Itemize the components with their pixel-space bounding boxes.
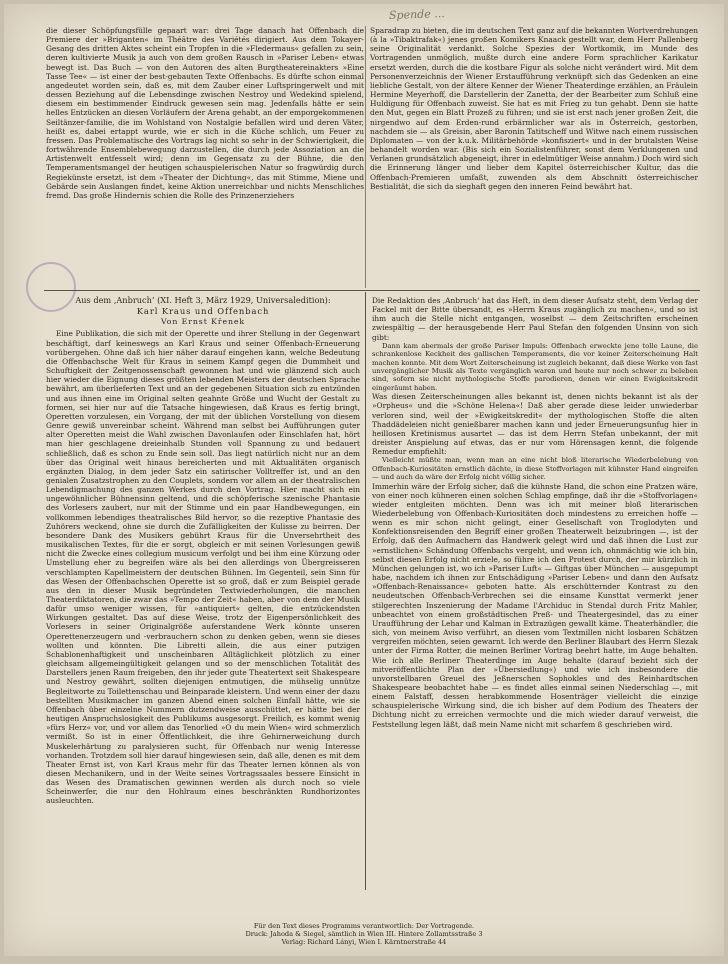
article-author: Von Ernst Křenek xyxy=(160,317,246,327)
quote-stefan-1: Dann kam abermals der große Pariser Impuls: Offenbach erweckte jene tolle Laune, die schrankenlose Keckheit des gallischen Temperaments, die vor keiner Zeiterscheinung Halt machen konnte. Mit dem Wort Zeiterscheinung ist zugleich bekannt, daß diese Werke von fast unvergänglicher Musik als Texte vergänglich waren und heute nur noch schwer zu beleben sind, sofern sie nicht mythologische Stoffe parodieren, denen wir einen Ewigkeitskredit eingeräumt haben. xyxy=(372,341,698,392)
imprint-line-publisher: Verlag: Richard Lányi, Wien I. Kärntnerstraße 44 xyxy=(281,938,447,946)
article-title: Karl Kraus und Offenbach xyxy=(136,306,270,317)
response-column xyxy=(372,296,698,729)
article-body: Eine Publikation, die sich mit der Operette und ihrer Stellung in der Gegenwart beschäftigt, darf keineswegs an Karl Kraus und seiner Offenbach-Erneuerung vorübergehen. Ohne daß ich hier näher darauf eingehen kann, welche Bedeutung die Offenbachsche Welt für Kraus in seinem Kampf gegen die Dummheit und Schuftigkeit der Zeitgenossenschaft gewonnen hat und wie glänzend sich auch hier wieder die Eignung dieses größten lebenden Meisters der deutschen Sprache bewährt, am überlieferten Text und an der gegebenen Situation sich zu entzünden und aus ihnen eine im Original selten geahnte Größe und Wucht der Gestalt zu formen, sei hier nur auf die Tatsache hingewiesen, daß Kraus es fertig bringt, Operetten vorzulesen, ein Vorgang, der mit der üblichen Vorstellung von diesem Genre gewiß unvereinbar scheint. Während man selbst bei Aufführungen guter alter Operetten meist die Wahl zwischen Davonlaufen oder Einschlafen hat, hört man hier geschlagene dreieinhalb Stunden voll Spannung zu und bedauert schließlich, daß es schon zu Ende sein soll. Das liegt natürlich nicht nur an dem über das Original weit hinaus bereicherten und mit Aktualitäten organisch ergänzten Dialog, in dem jeder Satz ein satirischer Volltreffer ist, und an den genialen Zusatzstrophen zu den Couplets, sondern vor allem an der theatralischen Lebendigmachung des ganzen Werkes durch den Vortrag. Hier macht sich ein ungewöhnlicher Bühnensinn geltend, und die schöpferische szenische Phantasie des Vorlesers zaubert, nur mit der Stimme und ein paar Handbewegungen, ein vollkommen lebendiges theatralisches Bild hervor, so die rezeptive Phantasie des Zuhörers weckend, ohne sie durch die Zufälligkeiten der Kulisse zu beirren. Der besondere Dank des Musikers gebührt Kraus für die Unversehrtheit des musikalischen Textes, für die er sorgt, obgleich er mit seinen Vorlesungen gewiß nicht die Zwecke eines collegium musicum verfolgt und bei ihm eine Kürzung oder Umstellung eher zu begreifen wäre als bei den allerdings von Übergreisseren verschlampten Kapellmeistern der deutschen Bühnen. Im Gegenteil, sein Sinn für das Wesen der Offenbachschen Operette ist so groß, daß er zum Beispiel gerade aus den in dieser Musik begründeten Textwiederholungen, die manchen Theaterdiktatoren, die zwar das »Tempo der Zeit« haben, aber von dem der Musik dafür umso weniger wissen, für »antiquiert« gelten, die entzückendsten Wirkungen gestaltet. Das auf diese Weise, trotz der Eigenpersönlichkeit des Vorlesers in seiner Originalgröße auferstandene Werk könnte unseren Operettenerzeugern und -verbrauchern schon zu denken geben, wenn sie dieses wollten und könnten. Die Libretti allein, die aus einer putzigen Schablonenhaftigkeit und unscheinbaren Alltäglichkeit plötzlich zu einer gleichsam allgemeingültigkeit gelangen und so der menschlichen Totalität des Darstellers jenen Raum freigeben, den ihr jeder gute Theatertext seit Shakespeare und Nestroy gewährt, sollten diejenigen entmutigen, die mühselig unnütze Begleitworte zu Toilettenschau und Beinparade kleistern. Und wenn einer der dazu bestellten Musikmacher im ganzen Abend einen solchen Einfall hätte, wie sie Offenbach über einzelne Nummern dutzendweise ausschüttet, er hätte bei der heutigen Anspruchslosigkeit des Publikums ausgesorgt. Freilich, es kommt wenig »fürs Herz« vor, und vor allem das Tenorlied »O du mein Wien« wird schmerzlich vermißt. So ist in einer Öffentlichkeit, die ihre Gehirnerweichung durch Muskelerhärtung zu paralysieren sucht, für Offenbach nur wenig Interesse vorhanden. Trotzdem soll hier darauf hingewiesen sein, daß alle, denen es mit dem Theater Ernst ist, von Karl Kraus mehr für das Theater lernen können als von diesen Mechanikern, und in der Weite seines Vortragssaales bessere Einsicht in das Wesen des Dramatischen gewinnen werden als durch noch so viele Scheinwerfer, die nur den Hohlraum eines beschränkten Rundhorizontes ausleuchten. xyxy=(46,329,360,806)
article-column xyxy=(46,296,360,806)
top-column-divider xyxy=(365,26,366,288)
bottom-column-divider xyxy=(365,292,366,890)
imprint-line-printer: Druck: Jahoda & Siegel, sämtlich in Wien III. Hintere Zollamtsstraße 3 xyxy=(245,930,483,938)
imprint-footer xyxy=(4,922,724,946)
top-right-column xyxy=(370,26,698,191)
top-left-column xyxy=(46,26,364,200)
quote-stefan-2: Vielleicht müßte man, wenn man an eine nicht bloß literarische Wiederbelebung von Offenbach-Kuriositäten ernstlich dächte, in diese Stoffvorlagen mit kühnster Hand eingreifen — und auch da wäre der Erfolg nicht völlig sicher. xyxy=(372,456,698,482)
top-left-paragraph: die dieser Schöpfungsfülle gepaart war: drei Tage danach hat Offenbach die Premiere der »Briganten« im Théâtre des Variétés dirigiert. Aus dem Tokayer-Gesang des dritten Aktes scheint ein Tropfen in die »Fledermaus« gefallen zu sein, deren kultivierte Musik ja auch von dem großen Rausch in »Pariser Leben« etwas bewegt ist. Das Buch — von den Autoren des alten Burgtheatereinakters »Eine Tasse Tee« — ist einer der best-gebauten Texte Offenbachs. Es dürfte schon einmal angedeutet worden sein, daß es, mit dem Zauber einer Luftspringerwelt und mit dessen Beziehung auf die Lebensdinge zwischen Nestroy und Wedekind spielend, diesem ein bestimmender Eindruck gewesen sein mag. Jedenfalls hätte er sein helles Entzücken an diesen Vorläufern der Arena gehabt, an der emporgekommenen Seiltänzer-familie, die im Wohlstand von Nostalgie befallen wird und deren Väter, heißt es, dabei ertappt wurde, wie er sich in die Küche schlich, um Feuer zu fressen. Das Problematische des Vortrags lag nicht so sehr in der Schwierigkeit, die fortwährende Ensemblebewegung darzustellen, die durch jede Assoziation an die Artistenwelt entfesselt wird; denn im Gegensatz zu der Bühne, die den Temperamentsmangel der heutigen schauspielerischen Natur so fragwürdig durch Regiekünste ersetzt, ist dem »Theater der Dichtung«, das mit Stimme, Miene und Gebärde sein Auslangen findet, keine Aktion unerreichbar und nichts Menschliches fremd. Das große Hindernis schien die Rolle des Prinzenerziehers xyxy=(46,26,364,200)
response-conclusion: Immerhin wäre der Erfolg sicher, daß die kühnste Hand, die schon eine Pratzen wäre, von einer noch kühneren einen solchen Schlag empfinge, daß ihr die »Stoffvorlagen« wieder entgleiten möchten. Denn was ich mit meiner bloß literarischen Wiederbelebung von Offenbach-Kuriositäten doch mindestens zu erreichen hoffe — wenn es mir schon nicht gelingt, einer Gesellschaft von Troglodyten und Konfektionsreisenden den Begriff einer großen Theaterwelt beizubringen —, ist der Erfolg, daß den Aufmachern das Handwerk gelegt wird und daß ihnen die Lust zur »ernstlichen« Schändung Offenbachs vergeht, und wenn ich, ohnmächtig wie ich bin, selbst diesen Erfolg nicht erziele, so führe ich den Protest durch, der mir kürzlich in München gelungen ist, wo ich »Pariser Luft« — Giftgas über München — ausgepumpt habe, nachdem ich ihnen zur Entschädigung »Pariser Leben« und dann den Aufsatz »Offenbach-Renaissance« geboten hatte. Als erschütternder Kontrast zu den neudeutschen Offenbach-Verbrechen sei die einsame Kunsttat vermerkt jener stilgerechten Inszenierung der Madame l'Archiduc in Stendal durch Fritz Mahler, unbeachtet von einem großstädtischen Preß- und Theatergesindel, das zu einer Uraufführung der Lehar und Kalman in Extrazügen gewallt käme. Theaterhändler, die sich, von meinem Aviso verführt, an diesen vom Textmillen nicht losbaren Schätzen vergreifen möchten, seien gewarnt. Ich werde den Berliner Blaubart des Herrn Slezak unter der Firma Rotter, die meinen Berliner Vortrag beehrt hatte, im Auge behalten. Wie ich alle Berliner Theaterdinge im Auge behalte (darauf bezieht sich der mitveröffentlichte Plan der »Übersiedlung«) und wie ich insbesondere die unvorstellbaren Greuel des Jeßnerschen Sophokles und des Reinhardtschen Shakespeare beobachtet habe — es findet alles einmal seinen Niederschlag —, mit einem Falstaff, dessen herabkommende Hosenträger vielleicht die einzige schauspielerische Wirkung sind, die ich bisher auf dem Podium des Theaters der Dichtung nicht zu erreichen vermochte und die mich wieder darauf verweist, die Feststellung legen läßt, daß mein Name nicht mit scharfem ß geschrieben wird. xyxy=(372,481,698,729)
section-divider xyxy=(44,290,700,291)
response-intro: Die Redaktion des ‚Anbruch‘ hat das Heft, in dem dieser Aufsatz steht, dem Verlag der Fackel mit der Bitte übersandt, es »Herrn Kraus zugänglich zu machen«, und so ist ihm auch die Stelle nicht entgangen, woselbst — dem Zeitschriften erscheinen zwiespältig — der herausgebende Herr Paul Stefan den folgenden Unsinn von sich gibt: xyxy=(372,296,698,342)
document-page xyxy=(4,4,724,956)
article-source: Aus dem ‚Anbruch‘ (XI. Heft 3, März 1929, Universaledition): xyxy=(75,295,331,305)
top-right-paragraph: Sparadrap zu bieten, die im deutschen Text ganz auf die bekannten Wortverdrehungen (à la »Tibaktrafak«) jenes großen Komikers Knaack gestellt war, dem Herr Pallenberg seine Originalität verdankt. Solche Spezies der Wortkomik, im Munde des Vortragenden unmöglich, mußte durch eine andere Form sprachlicher Karikatur ersetzt werden, durch die die kostbare Figur als solche nicht verändert wird. Mit dem Personenverzeichnis der Wiener Erstaufführung verknüpft sich das Gedenken an eine liebliche Gestalt, von der ältere Kenner der Wiener Theaterdinge erzählen, an Fräulein Hermine Meyerhoff, die Darstellerin der Zanetta, der der Bearbeiter zum Schluß eine Huldigung für Offenbach zuweist. Sie hat es mit Frieg zu tun gehabt. Denn sie hatte den Mut, gegen ein Blatt Prozeß zu führen; und sie ist erst nach jener großen Zeit, die nirgendwo auf dem Erden-rund erbärmlicher war als in Österreich, gestorben, nachdem sie — als Greisin, aber Baronin Tatitscheff und Witwe nach einem russischen Diplomaten — von der k.u.k. Militärbehörde »konfisziert« und in der brutalsten Weise behandelt worden war. (Bis sich ein Sozialistenführer, sonst dem Verklungenen und Verlanen grundsätzlich abgeneigt, ihrer in edelmütiger Weise annahm.) Doch wird sich die Erinnerung länger und lieber dem Kapitel österreichischer Kultur, das die Offenbach-Premieren umfaßt, zuwenden als dem Abschnitt österreichischer Bestialität, die sich da sieghaft gegen den inneren Feind bewährt hat. xyxy=(370,26,698,191)
imprint-line-responsible: Für den Text dieses Programms verantwortlich: Der Vortragende. xyxy=(253,922,475,930)
response-middle: Was diesen Zeiterscheinungen alles bekannt ist, denen nichts bekannt ist als der »Orpheus« und die »Schöne Helena«! Daß aber gerade diese leider unwiederbar verloren sind, weil der »Ewigkeitskredit« der mythologischen Stoffe die alten Thaddädeleien nicht genießbarer machen kann und jeder Erneuerungsunfug hier in heillosen Kretinismus ausartet — das ist dem Herrn Stefan unbekannt, der mit dreister Anspielung auf etwas, das er nur vom Hörensagen kennt, die folgende Remedur empfiehlt: xyxy=(372,392,698,457)
handwritten-note: Spende ... xyxy=(388,7,445,22)
